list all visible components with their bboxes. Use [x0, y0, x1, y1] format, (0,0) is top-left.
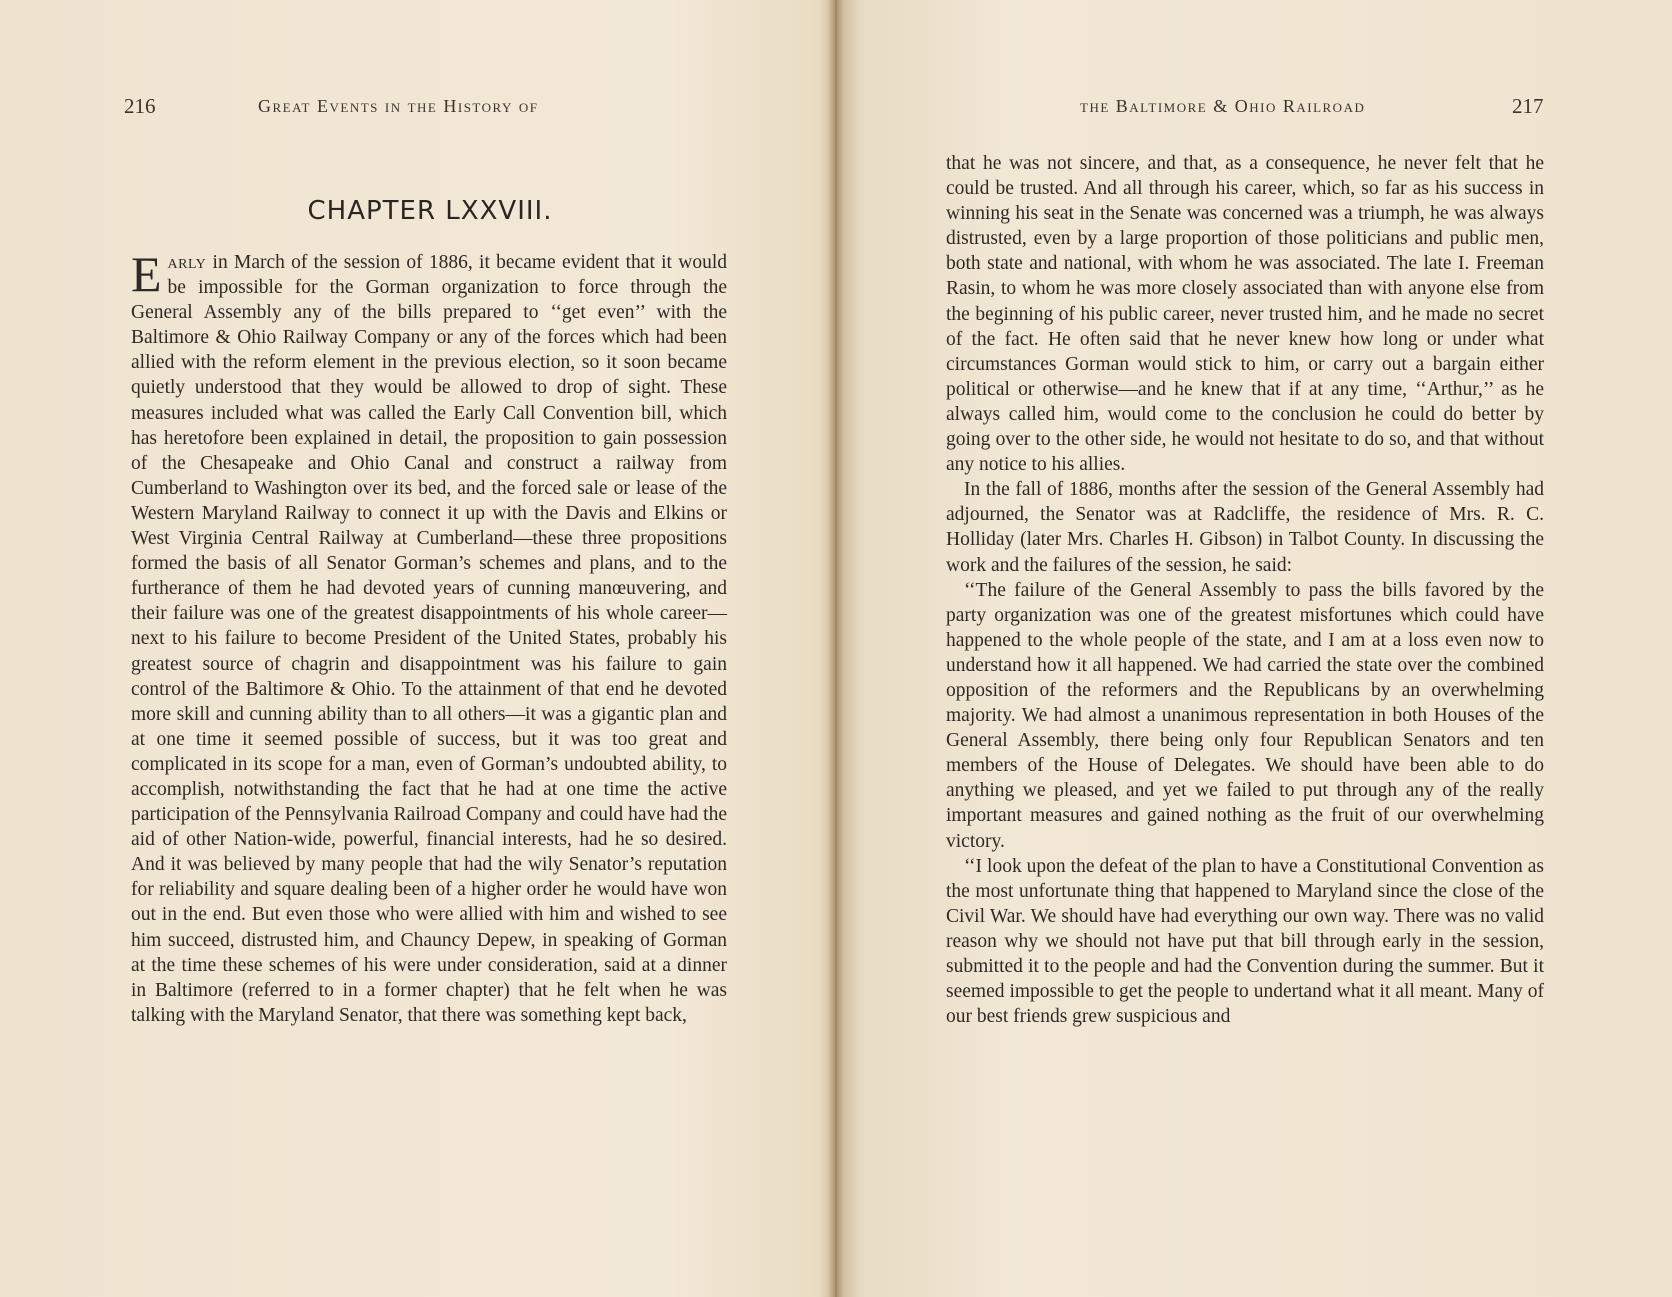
drop-cap: E [131, 246, 162, 302]
page-number-right: 217 [1512, 94, 1544, 118]
opening-paragraph [131, 246, 727, 1028]
paragraph: In the fall of 1886, months after the session of the General Assembly had adjourned, the Senator was at Radcliffe, the residence of Mrs. R. C. Holliday (later Mrs. Charles H. Gibson) in Talbot County. In discussing the work and the failures of the session, he said: [946, 479, 1544, 576]
right-page [836, 0, 1672, 1297]
opening-paragraph-text: in March of the session of 1886, it became evident that it would be impossible for the Gorman organization to force through the General Assembly any of the bills prepared to ‘‘get even’’ with the Baltimore & Ohio Railway Company or any of the forces which had been allied with the reform element in the previous election, so it soon became quietly understood that they would be allowed to drop of sight. These measures included what was called the Early Call Convention bill, which has heretofore been explained in detail, the proposition to gain possession of the Chesapeake and Ohio Canal and construct a railway from Cumberland to Washington over its bed, and the forced sale or lease of the Western Maryland Railway to connect it up with the Davis and Elkins or West Virginia Central Railway at Cumberland—these three propositions formed the basis of all Senator Gorman’s schemes and plans, and to the furtherance of them he had devoted years of cunning manœuvering, and their failure was one of the greatest disappointments of his whole career—next to his failure to become President of the United States, probably his greatest source of chagrin and disappointment was his failure to gain control of the Baltimore & Ohio. To the attainment of that end he devoted more skill and cunning ability than to all others—it was a gigantic plan and at one time it seemed possible of success, but it was too great and complicated in its scope for a man, even of Gorman’s undoubted ability, to accomplish, notwithstanding the fact that he had at one time the active participation of the Pennsylvania Railroad Company and could have had the aid of other Nation-wide, powerful, financial interests, had he so desired. And it was believed by many people that had the wily Senator’s reputation for reliability and square dealing been of a higher order he would have won out in the end. But even those who were allied with him and wished to see him succeed, distrusted him, and Chauncy Depew, in speaking of Gorman at the time these schemes of his were under consideration, said at a dinner in Baltimore (referred to in a former chapter) that he felt when he was talking with the Maryland Senator, that there was something kept back, [131, 252, 727, 1026]
paragraph: ‘‘I look upon the defeat of the plan to have a Constitutional Convention as the most unfortunate thing that happened to Maryland since the close of the Civil War. We should have had everything our own way. There was no valid reason why we should not have put that bill through early in the session, submitted it to the people and had the Convention during the summer. But it seemed impossible to get the people to undertand what it all meant. Many of our best friends grew suspicious and [946, 855, 1544, 1028]
running-head-left: Great Events in the History of [258, 96, 539, 116]
running-head-right: the Baltimore & Ohio Railroad [1080, 96, 1366, 116]
lead-in-word: arly [167, 252, 207, 273]
paragraph: ‘‘The failure of the General Assembly to pass the bills favored by the party organization was one of the greatest misfortunes which could have happened to the whole people of the state, and I am at a loss even now to understand how it all happened. We had carried the state over the combined opposition of the reformers and the Republicans by an overwhelming majority. We had almost a unanimous representation in both Houses of the General Assembly, there being only four Republican Senators and ten members of the House of Delegates. We should have been able to do anything we pleased, and yet we failed to put through any of the really important measures and gained nothing as the fruit of our overwhelming victory. [946, 579, 1544, 852]
chapter-title: CHAPTER LXXVIII. [307, 196, 553, 226]
right-body-text [946, 151, 1544, 1029]
left-body-text [131, 246, 727, 1028]
paragraph: that he was not sincere, and that, as a consequence, he never felt that he could be trusted. And all through his career, which, so far as his success in winning his seat in the Senate was concerned was a triumph, he was always distrusted, even by a large proportion of those politicians and public men, both state and national, with whom he was associated. The late I. Freeman Rasin, to whom he was more closely associated than with anyone else from the beginning of his public career, never trusted him, and he made no secret of the fact. He often said that he never knew how long or under what circumstances Gorman would stick to him, or carry out a bargain either political or otherwise—and he knew that if at any time, ‘‘Arthur,’’ as he always called him, would come to the conclusion he could do better by going over to the other side, he would not hesitate to do so, and that without any notice to his allies. [946, 153, 1544, 476]
page-number-left: 216 [124, 94, 156, 118]
